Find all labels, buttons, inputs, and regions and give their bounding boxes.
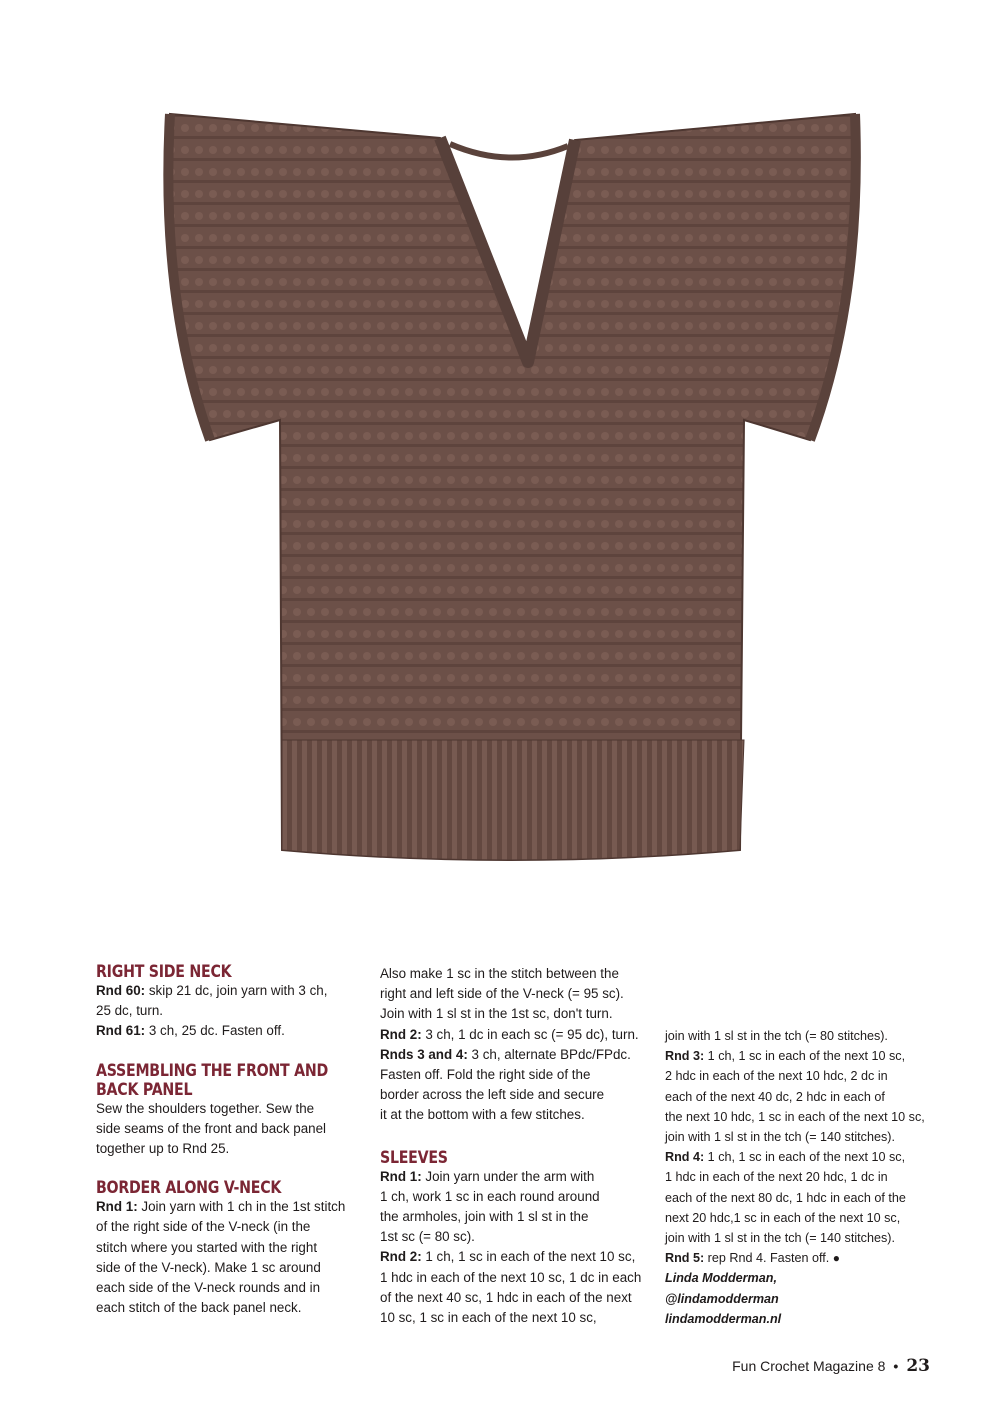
rnd-2: Rnd 2: 3 ch, 1 dc in each sc (= 95 dc), turn.	[380, 1026, 639, 1042]
rnd-1-line-3: stitch where you started with the right	[96, 1239, 318, 1255]
end-bullet-icon: ●	[832, 1251, 841, 1266]
assemble-text-2: side seams of the front and back panel	[96, 1120, 327, 1136]
author-name: Linda Modderman,	[665, 1271, 777, 1286]
sleeve-rnd-2-line-4: 10 sc, 1 sc in each of the next 10 sc,	[380, 1310, 597, 1326]
heading-sleeves: SLEEVES	[380, 1147, 448, 1167]
sleeve-rnd-2-line-3: of the next 40 sc, 1 hdc in each of the next	[380, 1289, 632, 1305]
page-footer	[732, 1356, 930, 1376]
fasten-2: border across the left side and secure	[380, 1087, 605, 1103]
rnds-3-4: Rnds 3 and 4: 3 ch, alternate BPdc/FPdc.	[380, 1046, 631, 1062]
sweater-photo	[150, 100, 870, 900]
rnd-61: Rnd 61: 3 ch, 25 dc. Fasten off.	[96, 1023, 285, 1039]
sleeve-rnd-4-line-5: join with 1 sl st in the tch (= 140 stitches).	[665, 1231, 895, 1246]
column-3	[665, 1026, 935, 1329]
border-cont-1: Also make 1 sc in the stitch between the	[380, 966, 619, 981]
column-2	[380, 964, 648, 1328]
page-number: 23	[906, 1356, 930, 1376]
rnd-1-line-4: side of the V-neck). Make 1 sc around	[96, 1259, 321, 1275]
rnd-1-line-2: of the right side of the V-neck (in the	[96, 1219, 311, 1235]
sleeve-rnd-4-line-2: 1 hdc in each of the next 20 hdc, 1 dc in	[665, 1170, 888, 1185]
sleeve-rnd-2-line-2: 1 hdc in each of the next 10 sc, 1 dc in each	[380, 1269, 642, 1285]
sleeve-rnd-3: Rnd 3: 1 ch, 1 sc in each of the next 10 sc,	[665, 1049, 906, 1064]
rnd-60-cont: 25 dc, turn.	[96, 1003, 163, 1019]
sleeve-rnd-2-end: join with 1 sl st in the tch (= 80 stitches).	[665, 1029, 888, 1043]
fasten-3: it at the bottom with a few stitches.	[380, 1107, 585, 1123]
sleeve-rnd-4-line-4: next 20 hdc,1 sc in each of the next 10 sc,	[665, 1210, 901, 1225]
sleeve-rnd-1: Rnd 1: Join yarn under the arm with	[380, 1168, 595, 1184]
sleeve-rnd-1-line-4: 1st sc (= 80 sc).	[380, 1229, 475, 1245]
column-1	[96, 962, 360, 1318]
rnd-1-line-5: each side of the V-neck rounds and in	[96, 1280, 321, 1296]
sleeve-rnd-4: Rnd 4: 1 ch, 1 sc in each of the next 10 sc,	[665, 1150, 906, 1165]
magazine-title: Fun Crochet Magazine 8	[732, 1358, 886, 1374]
sleeve-rnd-4-line-3: each of the next 80 dc, 1 hdc in each of the	[665, 1190, 906, 1205]
sleeve-rnd-1-line-3: the armholes, join with 1 sl st in the	[380, 1209, 589, 1225]
sleeve-rnd-1-line-2: 1 ch, work 1 sc in each round around	[380, 1188, 600, 1204]
sleeve-rnd-3-line-4: the next 10 hdc, 1 sc in each of the next 10 sc,	[665, 1109, 925, 1124]
sleeve-rnd-3-line-3: each of the next 40 dc, 2 hdc in each of	[665, 1089, 885, 1104]
assemble-text-3: together up to Rnd 25.	[96, 1141, 230, 1157]
rnd-1: Rnd 1: Join yarn with 1 ch in the 1st stitch	[96, 1199, 346, 1215]
fasten-1: Fasten off. Fold the right side of the	[380, 1067, 591, 1083]
author-website[interactable]: lindamodderman.nl	[665, 1311, 782, 1326]
border-cont-2: right and left side of the V-neck (= 95 sc).	[380, 986, 624, 1002]
border-cont-3: Join with 1 sl st in the 1st sc, don't turn.	[380, 1006, 613, 1022]
sleeve-rnd-3-line-5: join with 1 sl st in the tch (= 140 stitches).	[665, 1130, 895, 1145]
heading-assembling: ASSEMBLING THE FRONT AND BACK PANEL	[96, 1060, 329, 1099]
sleeve-rnd-2: Rnd 2: 1 ch, 1 sc in each of the next 10 sc,	[380, 1249, 636, 1265]
heading-right-side-neck: RIGHT SIDE NECK	[96, 962, 232, 981]
heading-border-v-neck: BORDER ALONG V-NECK	[96, 1178, 282, 1198]
assemble-text-1: Sew the shoulders together. Sew the	[96, 1100, 315, 1116]
rnd-1-line-6: each stitch of the back panel neck.	[96, 1300, 302, 1316]
author-handle[interactable]: @lindamodderman	[665, 1291, 779, 1306]
sleeve-rnd-5: Rnd 5: rep Rnd 4. Fasten off. ●	[665, 1251, 841, 1266]
sleeve-rnd-3-line-2: 2 hdc in each of the next 10 hdc, 2 dc in	[665, 1069, 888, 1084]
rnd-60: Rnd 60: skip 21 dc, join yarn with 3 ch,	[96, 983, 328, 998]
footer-separator: •	[893, 1358, 899, 1374]
